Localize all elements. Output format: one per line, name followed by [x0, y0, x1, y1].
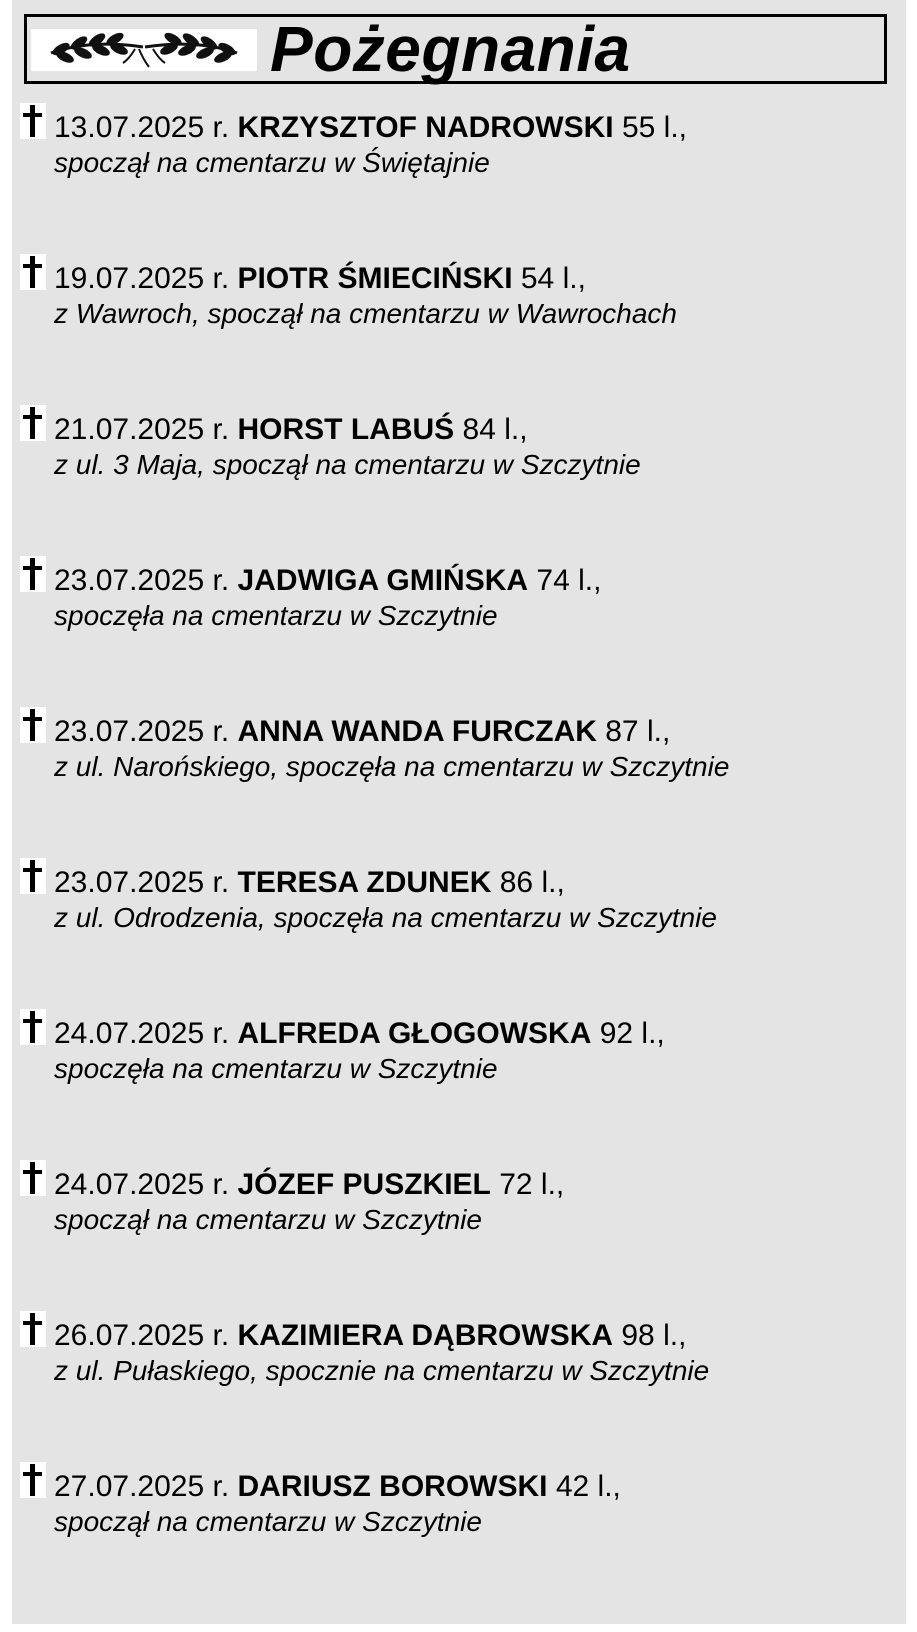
entry-name: PIOTR ŚMIECIŃSKI	[237, 262, 513, 295]
obituary-entry	[20, 103, 900, 193]
entry-headline	[54, 1319, 686, 1353]
entry-date: 27.07.2025 r.	[54, 1470, 230, 1503]
cross-icon	[20, 103, 46, 139]
header-box	[24, 14, 887, 84]
entry-name: ANNA WANDA FURCZAK	[237, 715, 597, 748]
entry-headline	[54, 866, 565, 900]
obituary-entry	[20, 254, 900, 344]
obituary-entry	[20, 1160, 900, 1250]
cross-icon	[20, 1009, 46, 1045]
entry-burial-detail: spoczęła na cmentarzu w Szczytnie	[54, 600, 498, 631]
cross-icon	[20, 1311, 46, 1347]
entry-headline	[54, 1017, 665, 1051]
entry-burial-detail: spoczął na cmentarzu w Szczytnie	[54, 1506, 482, 1537]
entry-age: 84 l.,	[462, 413, 528, 446]
entry-age: 74 l.,	[536, 564, 602, 597]
entry-name: HORST LABUŚ	[237, 413, 455, 446]
entry-age: 92 l.,	[599, 1017, 665, 1050]
laurel-wreath-icon	[31, 29, 257, 71]
cross-icon	[20, 405, 46, 441]
entry-burial-detail: z ul. 3 Maja, spoczął na cmentarzu w Szczytnie	[54, 449, 641, 480]
obituary-entry	[20, 405, 900, 495]
entry-age: 42 l.,	[555, 1470, 621, 1503]
obituary-entry	[20, 556, 900, 646]
entry-date: 13.07.2025 r.	[54, 111, 230, 144]
entry-headline	[54, 111, 687, 145]
entry-age: 86 l.,	[499, 866, 565, 899]
entry-age: 98 l.,	[621, 1319, 687, 1352]
entry-headline	[54, 715, 670, 749]
entry-name: DARIUSZ BOROWSKI	[237, 1470, 548, 1503]
entry-headline	[54, 564, 601, 598]
obituary-entry	[20, 858, 900, 948]
cross-icon	[20, 1462, 46, 1498]
entry-headline	[54, 413, 528, 447]
entry-date: 24.07.2025 r.	[54, 1017, 230, 1050]
entry-burial-detail: spoczął na cmentarzu w Szczytnie	[54, 1204, 482, 1235]
entry-date: 26.07.2025 r.	[54, 1319, 230, 1352]
entry-burial-detail: z ul. Pułaskiego, spocznie na cmentarzu w Szczytnie	[54, 1355, 710, 1386]
entry-date: 21.07.2025 r.	[54, 413, 230, 446]
obituary-entry	[20, 1009, 900, 1099]
cross-icon	[20, 254, 46, 290]
entry-age: 54 l.,	[520, 262, 586, 295]
entry-headline	[54, 1470, 621, 1504]
entry-headline	[54, 262, 586, 296]
entry-name: ALFREDA GŁOGOWSKA	[237, 1017, 592, 1050]
cross-icon	[20, 1160, 46, 1196]
entry-burial-detail: spoczęła na cmentarzu w Szczytnie	[54, 1053, 498, 1084]
entry-burial-detail: z Wawroch, spoczął na cmentarzu w Wawrochach	[54, 298, 677, 329]
entry-date: 19.07.2025 r.	[54, 262, 230, 295]
obituary-entry	[20, 707, 900, 797]
entry-date: 23.07.2025 r.	[54, 564, 230, 597]
cross-icon	[20, 707, 46, 743]
entry-headline	[54, 1168, 564, 1202]
cross-icon	[20, 858, 46, 894]
entry-burial-detail: spoczął na cmentarzu w Świętajnie	[54, 147, 490, 178]
entry-name: TERESA ZDUNEK	[237, 866, 492, 899]
entry-age: 87 l.,	[605, 715, 671, 748]
entry-name: KRZYSZTOF NADROWSKI	[237, 111, 614, 144]
entry-age: 55 l.,	[621, 111, 687, 144]
entry-burial-detail: z ul. Odrodzenia, spoczęła na cmentarzu w Szczytnie	[54, 902, 717, 933]
entry-date: 23.07.2025 r.	[54, 715, 230, 748]
entry-date: 24.07.2025 r.	[54, 1168, 230, 1201]
entry-date: 23.07.2025 r.	[54, 866, 230, 899]
cross-icon	[20, 556, 46, 592]
entry-name: JADWIGA GMIŃSKA	[237, 564, 529, 597]
entry-burial-detail: z ul. Narońskiego, spoczęła na cmentarzu w Szczytnie	[54, 751, 730, 782]
entry-age: 72 l.,	[499, 1168, 565, 1201]
obituary-entry	[20, 1311, 900, 1401]
obituary-entry	[20, 1462, 900, 1552]
entry-name: KAZIMIERA DĄBROWSKA	[237, 1319, 614, 1352]
entry-name: JÓZEF PUSZKIEL	[237, 1168, 491, 1201]
page-title: Pożegnania	[270, 13, 631, 85]
